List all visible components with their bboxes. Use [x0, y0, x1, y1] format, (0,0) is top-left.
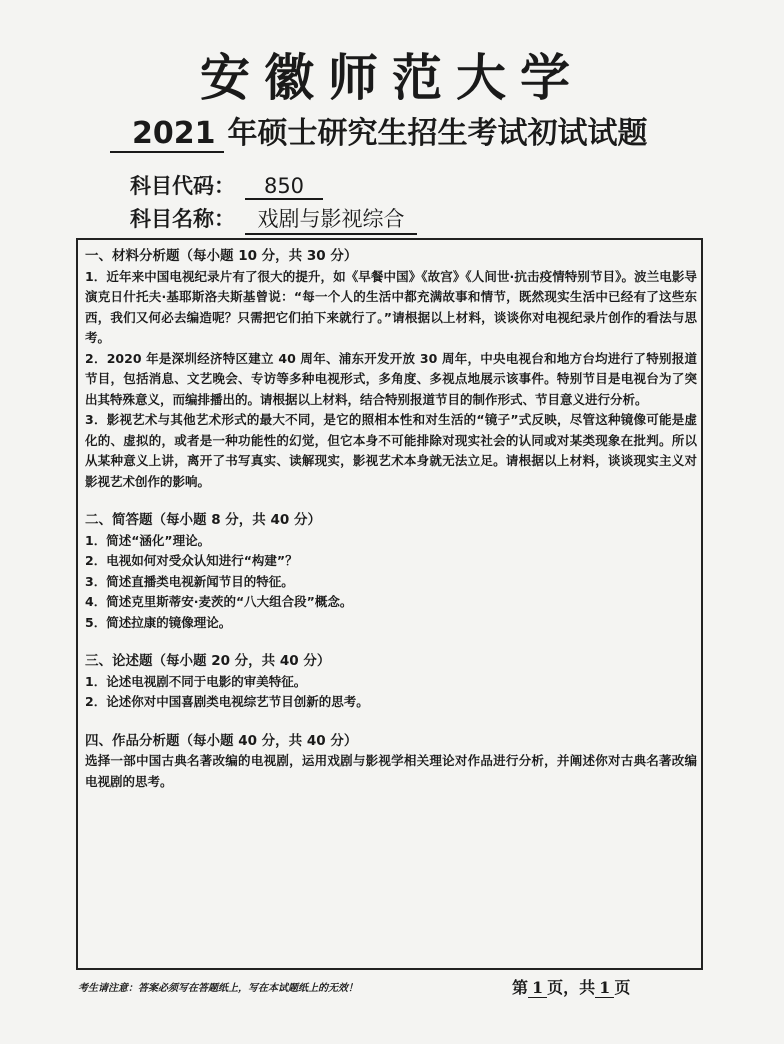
- page-number: [512, 975, 630, 998]
- question-item: 1．简述“涵化”理论。: [85, 532, 211, 548]
- question-item: 选择一部中国古典名著改编的电视剧，运用戏剧与影视学相关理论对作品进行分析，并阐述你对古典名著改编电视剧的思考。: [85, 753, 697, 789]
- question-content: [85, 246, 697, 792]
- question-item: 2．2020 年是深圳经济特区建立 40 周年、浦东开发开放 30 周年，中央电视台和地方台均进行了特别报道节目，包括消息、文艺晚会、专访等多种电视形式，多角度、多视点地展示该事件。特别节目是电视台为了突出其特殊意义，而编排播出的。请根据以上材料，结合特别报道节目的制作形式、节目意义进行分析。: [85, 350, 697, 407]
- question-item: 2．论述你对中国喜剧类电视综艺节目创新的思考。: [85, 694, 369, 709]
- question-item: 2．电视如何对受众认知进行“构建”？: [85, 553, 298, 568]
- section-2: [85, 510, 697, 633]
- question-item: 1．论述电视剧不同于电影的审美特征。: [85, 673, 307, 689]
- subject-name-label: 科目名称：: [130, 207, 235, 231]
- section-1: [85, 246, 697, 492]
- section-title: 二、简答题（每小题 8 分，共 40 分）: [85, 512, 321, 528]
- exam-year: 2021: [110, 116, 224, 153]
- section-title: 四、作品分析题（每小题 40 分，共 40 分）: [85, 732, 358, 749]
- exam-title: [110, 108, 648, 153]
- page-total: 1: [595, 978, 614, 998]
- question-item: 5．简述拉康的镜像理论。: [85, 614, 232, 630]
- footer-note: 考生请注意：答案必须写在答题纸上，写在本试题纸上的无效！: [78, 983, 358, 994]
- question-item: 3．简述直播类电视新闻节目的特征。: [85, 573, 294, 589]
- subject-name-row: [130, 203, 417, 235]
- subject-name-value: 戏剧与影视综合: [245, 203, 417, 235]
- page-current: 1: [528, 978, 547, 998]
- university-name: 安徽师范大学: [200, 48, 584, 107]
- question-item: 3．影视艺术与其他艺术形式的最大不同，是它的照相本性和对生活的“镜子”式反映，尽管这种镜像可能是虚化的、虚拟的，或者是一种功能性的幻觉，但它本身不可能排除对现实社会的认同或对某类现象在批判。所以从某种意义上讲，离开了书写真实、读解现实，影视艺术本身就无法立足。请根据以上材料，谈谈现实主义对影视艺术创作的影响。: [85, 412, 697, 489]
- page-prefix: 第: [512, 978, 529, 997]
- subject-code-value: 850: [245, 174, 323, 200]
- question-item: 4．简述克里斯蒂安·麦茨的“八大组合段”概念。: [85, 594, 353, 609]
- page-suffix: 页: [614, 978, 631, 997]
- page-middle: 页，共: [547, 978, 596, 997]
- subject-code-label: 科目代码：: [130, 174, 235, 198]
- question-item: 1．近年来中国电视纪录片有了很大的提升，如《早餐中国》《故宫》《人间世·抗击疫情特别节目》。波兰电影导演克日什托夫·基耶斯洛夫斯基曾说：“每一个人的生活中都充满故事和情节，既然现实生活中已经有了这些东西，我们又何必去编造呢？只需把它们拍下来就行了。”请根据以上材料，谈谈你对电视纪录片创作的看法与思考。: [85, 268, 697, 345]
- subject-code-row: [130, 170, 323, 200]
- exam-title-text: 年硕士研究生招生考试初试试题: [227, 116, 648, 151]
- section-title: 一、材料分析题（每小题 10 分，共 30 分）: [85, 248, 358, 264]
- section-title: 三、论述题（每小题 20 分，共 40 分）: [85, 653, 331, 669]
- section-4: [85, 731, 697, 793]
- section-3: [85, 651, 697, 713]
